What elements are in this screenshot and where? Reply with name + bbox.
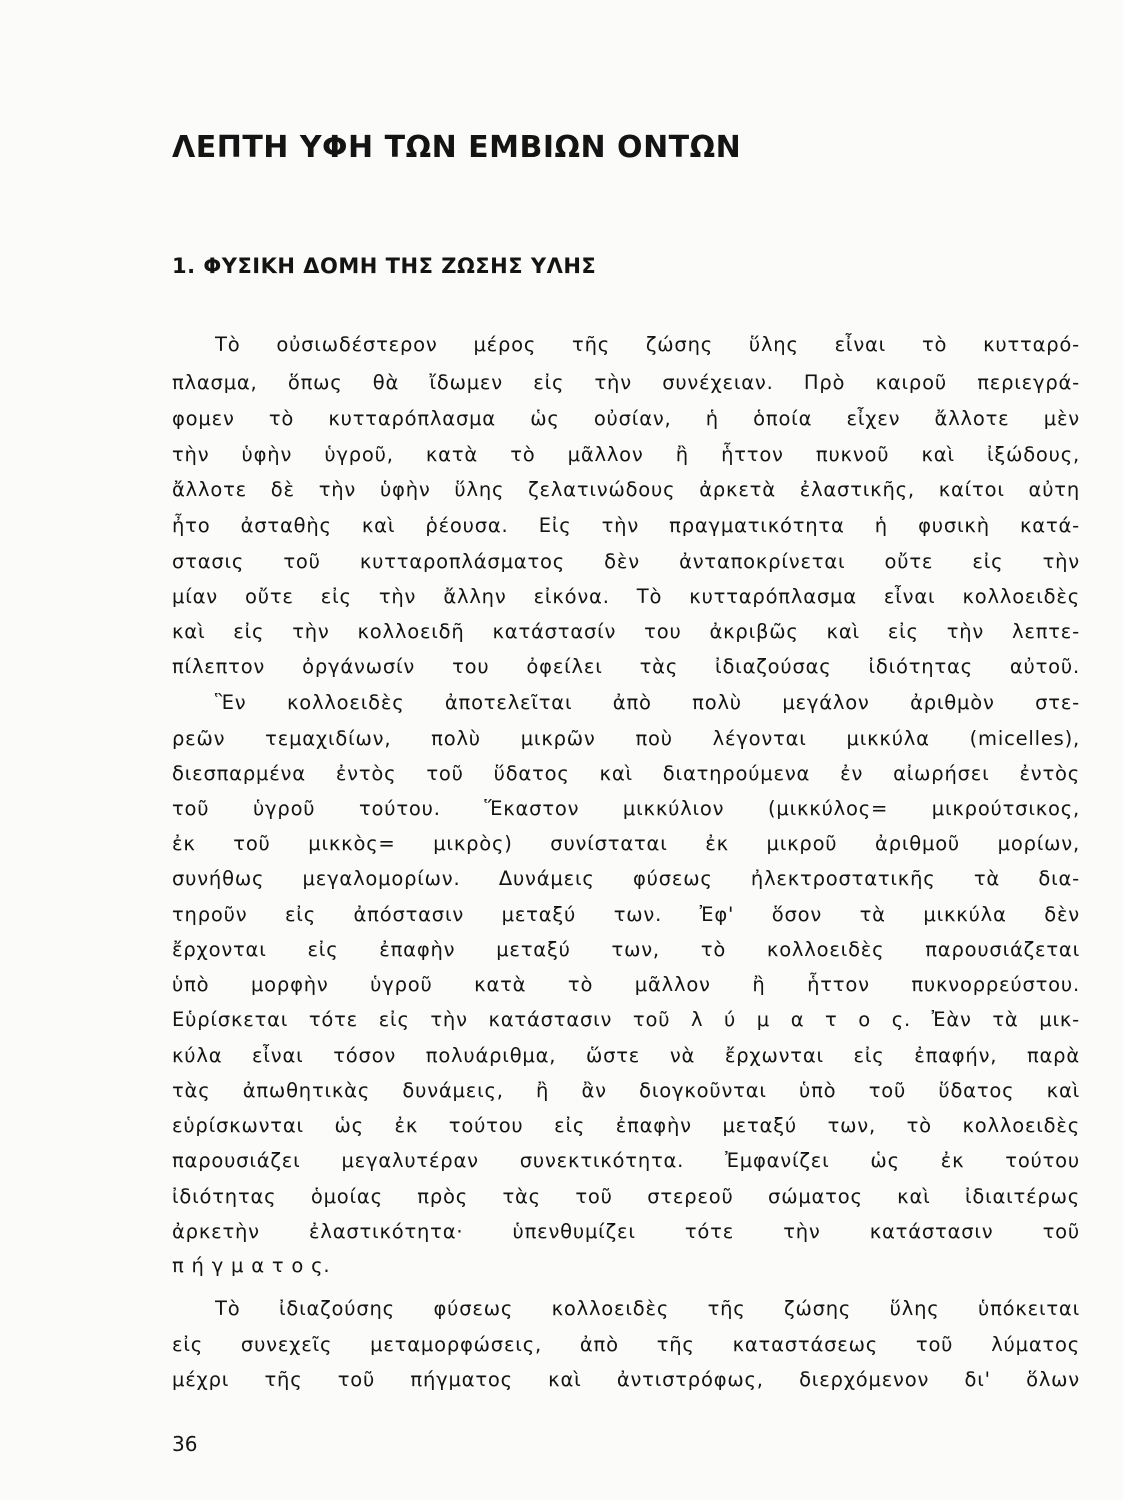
- text-line: στασις τοῦ κυτταροπλάσματος δὲν ἀνταποκρίνεται οὔτε εἰς τὴν: [172, 550, 1080, 573]
- text-line: τοῦ ὑγροῦ τούτου. Ἕκαστον μικκύλιον (μικκύλος= μικρούτσικος,: [172, 797, 1080, 820]
- text-line: ἦτο ἀσταθὴς καὶ ῥέουσα. Εἰς τὴν πραγματικότητα ἡ φυσικὴ κατά-: [172, 514, 1080, 537]
- text-line: Τὸ οὐσιωδέστερον μέρος τῆς ζώσης ὕλης εἶναι τὸ κυτταρό-: [215, 333, 1080, 356]
- text-line: ἄλλοτε δὲ τὴν ὑφὴν ὕλης ζελατινώδους ἀρκετὰ ἐλαστικῆς, καίτοι αὐτη: [172, 478, 1080, 501]
- text-line: τηροῦν εἰς ἀπόστασιν μεταξύ των. Ἐφ' ὅσον τὰ μικκύλα δὲν: [172, 903, 1080, 926]
- text-line: ρεῶν τεμαχιδίων, πολὺ μικρῶν ποὺ λέγονται μικκύλα (micelles),: [172, 727, 1080, 750]
- text-line: εἰς συνεχεῖς μεταμορφώσεις, ἀπὸ τῆς καταστάσεως τοῦ λύματος: [172, 1333, 1080, 1356]
- text-line: τὴν ὑφὴν ὑγροῦ, κατὰ τὸ μᾶλλον ἢ ἧττον πυκνοῦ καὶ ἰξώδους,: [172, 443, 1080, 466]
- text-line: ἰδιότητας ὁμοίας πρὸς τὰς τοῦ στερεοῦ σώματος καὶ ἰδιαιτέρως: [172, 1185, 1080, 1208]
- text-line: ἐκ τοῦ μικκὸς= μικρὸς) συνίσταται ἐκ μικροῦ ἀριθμοῦ μορίων,: [172, 832, 1080, 855]
- chapter-title: ΛΕΠΤΗ ΥΦΗ ΤΩΝ ΕΜΒΙΩΝ ΟΝΤΩΝ: [172, 130, 742, 165]
- section-heading: 1. ΦΥΣΙΚΗ ΔΟΜΗ ΤΗΣ ΖΩΣΗΣ ΥΛΗΣ: [172, 254, 597, 278]
- text-line: τὰς ἀπωθητικὰς δυνάμεις, ἢ ἂν διογκοῦνται ὑπὸ τοῦ ὕδατος καὶ: [172, 1079, 1080, 1102]
- text-line: ἀρκετὴν ἐλαστικότητα· ὑπενθυμίζει τότε τὴν κατάστασιν τοῦ: [172, 1220, 1080, 1243]
- text-line: φομεν τὸ κυτταρόπλασμα ὡς οὐσίαν, ἡ ὁποία εἶχεν ἄλλοτε μὲν: [172, 407, 1080, 430]
- text-line: καὶ εἰς τὴν κολλοειδῆ κατάστασίν του ἀκριβῶς καὶ εἰς τὴν λεπτε-: [172, 620, 1080, 643]
- text-line: πίλεπτον ὀργάνωσίν του ὀφείλει τὰς ἰδιαζούσας ἰδιότητας αὐτοῦ.: [172, 655, 1080, 678]
- text-line: πλασμα, ὅπως θὰ ἴδωμεν εἰς τὴν συνέχειαν. Πρὸ καιροῦ περιεγρά-: [172, 371, 1080, 394]
- text-line: Εὑρίσκεται τότε εἰς τὴν κατάστασιν τοῦ λ ύ μ α τ ο ς. Ἐὰν τὰ μικ-: [172, 1008, 1080, 1031]
- page-number: 36: [172, 1432, 198, 1456]
- text-line: μίαν οὔτε εἰς τὴν ἄλλην εἰκόνα. Τὸ κυτταρόπλασμα εἶναι κολλοειδὲς: [172, 585, 1080, 608]
- text-line: μέχρι τῆς τοῦ πήγματος καὶ ἀντιστρόφως, διερχόμενον δι' ὅλων: [172, 1368, 1080, 1391]
- text-line: ἔρχονται εἰς ἐπαφὴν μεταξύ των, τὸ κολλοειδὲς παρουσιάζεται: [172, 938, 1080, 961]
- text-line: παρουσιάζει μεγαλυτέραν συνεκτικότητα. Ἐμφανίζει ὡς ἐκ τούτου: [172, 1149, 1080, 1172]
- text-line: π ή γ μ α τ ο ς.: [172, 1254, 331, 1277]
- text-line: Τὸ ἰδιαζούσης φύσεως κολλοειδὲς τῆς ζώσης ὕλης ὑπόκειται: [215, 1297, 1080, 1320]
- text-line: κύλα εἶναι τόσον πολυάριθμα, ὥστε νὰ ἔρχωνται εἰς ἐπαφήν, παρὰ: [172, 1044, 1080, 1067]
- text-line: ὑπὸ μορφὴν ὑγροῦ κατὰ τὸ μᾶλλον ἢ ἧττον πυκνορρεύστου.: [172, 973, 1080, 996]
- text-line: εὑρίσκωνται ὡς ἐκ τούτου εἰς ἐπαφὴν μεταξύ των, τὸ κολλοειδὲς: [172, 1114, 1080, 1137]
- text-line: Ἓν κολλοειδὲς ἀποτελεῖται ἀπὸ πολὺ μεγάλον ἀριθμὸν στε-: [215, 691, 1080, 714]
- text-line: διεσπαρμένα ἐντὸς τοῦ ὕδατος καὶ διατηρούμενα ἐν αἰωρήσει ἐντὸς: [172, 762, 1080, 785]
- text-line: συνήθως μεγαλομορίων. Δυνάμεις φύσεως ἠλεκτροστατικῆς τὰ δια-: [172, 867, 1080, 890]
